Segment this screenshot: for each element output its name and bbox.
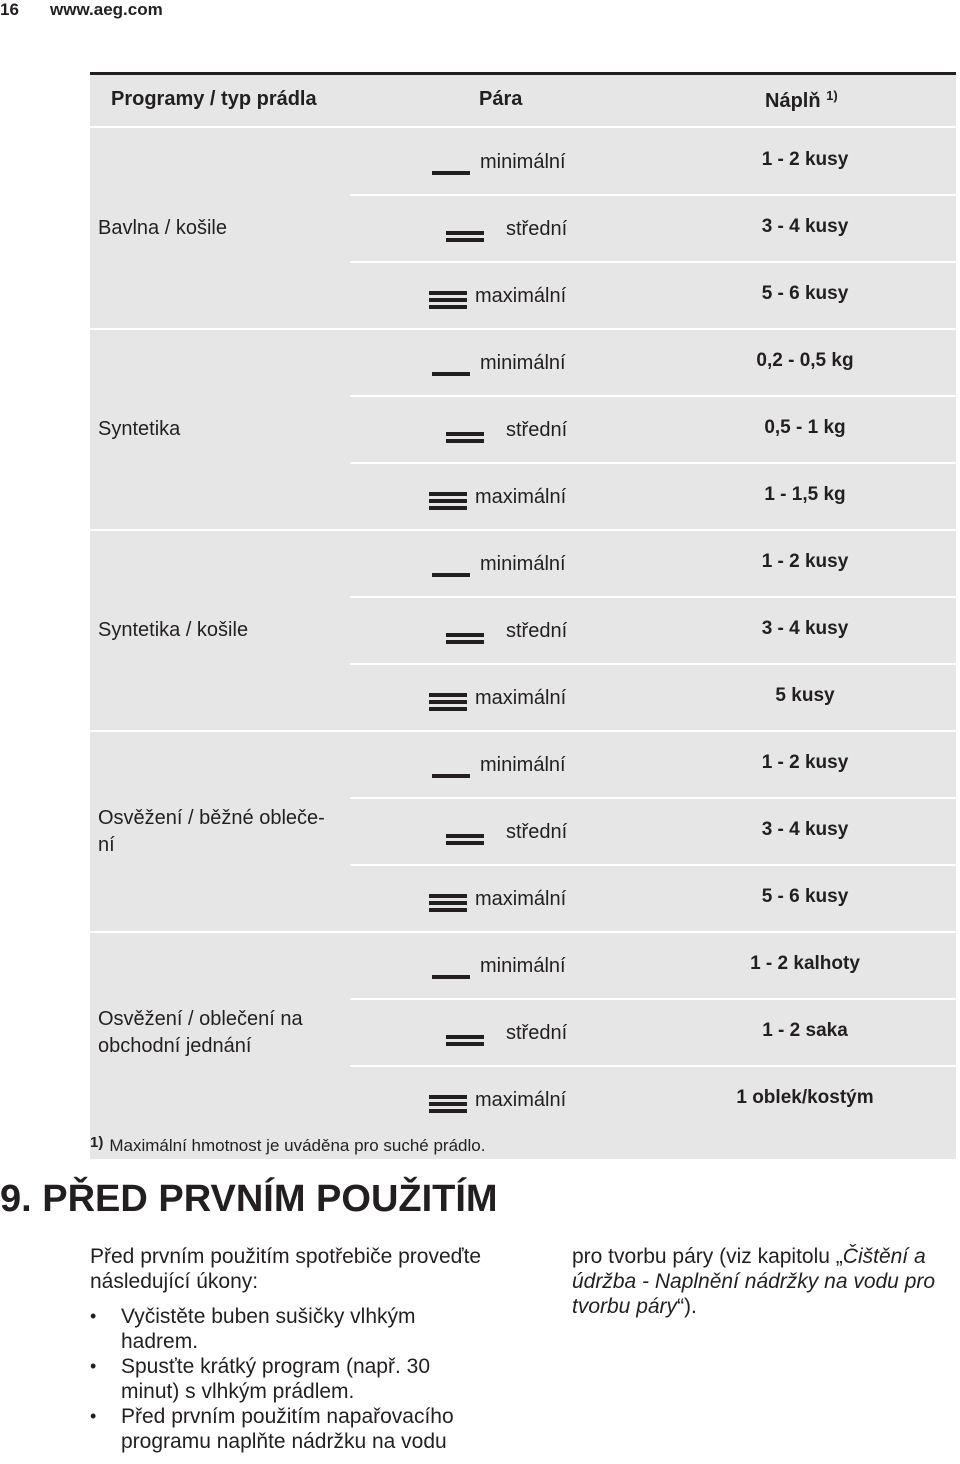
program-name-line: Osvěžení / běžné obleče- [98,806,325,829]
steam-level-label: maximální [475,887,567,910]
instruction-list [90,1304,490,1454]
steam-level [432,618,574,645]
steam-bar [432,372,470,376]
steam-bar [446,238,484,242]
column-header-steam: Pára [479,88,523,110]
steam-level [432,216,574,243]
table-row-divider [350,194,956,196]
footnote-text: Maximální hmotnost je uváděna pro suché prádlo. [109,1136,486,1155]
steam-level [432,417,574,444]
steam-level [429,1087,571,1114]
steam-level [429,484,571,511]
load-value: 1 - 1,5 kg [764,483,846,505]
steam-bar [446,640,484,644]
steam-bar [446,432,484,436]
continuation-suffix: “). [677,1295,697,1318]
steam-level [429,685,571,712]
table-row-divider [350,998,956,1000]
program-name-line: obchodní jednání [98,1034,252,1057]
body-column-left [90,1244,490,1454]
steam-bar [429,707,467,711]
table-row-divider [350,1065,956,1067]
steam-bar [446,633,484,637]
website-url: www.aeg.com [50,0,163,19]
steam-level-label: střední [506,820,568,843]
list-item: • Vyčistěte buben sušičky vlhkým hadrem. [90,1304,490,1354]
body-column-right [572,1244,960,1319]
steam-level-label: minimální [480,954,566,977]
continuation-paragraph [572,1244,960,1319]
steam-level [432,752,574,779]
steam-bar [429,693,467,697]
steam-bar [429,1102,467,1106]
load-value: 3 - 4 kusy [761,215,849,237]
table-row-divider [90,529,956,531]
steam-bar [429,291,467,295]
load-value: 3 - 4 kusy [761,818,849,840]
steam-bar [446,231,484,235]
steam-bar [446,834,484,838]
steam-bar [432,975,470,979]
load-value: 3 - 4 kusy [761,617,849,639]
steam-level [429,283,571,310]
steam-bar [429,506,467,510]
load-value: 5 - 6 kusy [761,885,849,907]
steam-level [432,819,574,846]
steam-bar [429,894,467,898]
table-row-divider [350,864,956,866]
steam-level-label: střední [506,217,568,240]
steam-level [432,149,574,176]
steam-bar [429,1109,467,1113]
column-header-load [765,90,838,113]
steam-bar [429,499,467,503]
steam-level [432,551,574,578]
program-name-line: ní [98,833,115,856]
steam-bar [446,841,484,845]
steam-bar [432,573,470,577]
steam-level-label: střední [506,1021,568,1044]
steam-bar [432,774,470,778]
column-header-program: Programy / typ prádla [111,88,317,110]
steam-level-label: minimální [480,753,566,776]
load-value: 5 kusy [775,684,835,706]
program-name [98,617,248,644]
load-value: 0,2 - 0,5 kg [756,349,854,371]
steam-level-label: maximální [475,1088,567,1111]
table-row-divider [350,663,956,665]
table-row-divider [90,931,956,933]
footnote-mark: 1) [90,1134,104,1151]
steam-level-label: maximální [475,686,567,709]
steam-bar [429,700,467,704]
table-row-divider [350,797,956,799]
steam-level-label: střední [506,418,568,441]
table-row-divider [90,328,956,330]
steam-level-label: minimální [480,552,566,575]
steam-level-label: minimální [480,351,566,374]
steam-level [432,1020,574,1047]
steam-bar [429,901,467,905]
page-number: 16 [0,0,19,19]
steam-level [432,953,574,980]
steam-level-label: střední [506,619,568,642]
load-value: 1 - 2 kusy [761,148,849,170]
steam-level [432,350,574,377]
list-item: • Spusťte krátký program (např. 30 minut) s vlhkým prádlem. [90,1354,490,1404]
program-name-line: Osvěžení / oblečení na [98,1007,303,1030]
intro-paragraph: Před prvním použitím spotřebiče proveďte následující úkony: [90,1245,482,1293]
table-row-divider [350,261,956,263]
steam-bar [446,1042,484,1046]
steam-level-label: maximální [475,284,567,307]
steam-bar [429,298,467,302]
load-value: 5 - 6 kusy [761,282,849,304]
program-steam-table [90,72,956,1159]
steam-bar [429,492,467,496]
load-value: 1 - 2 saka [762,1019,848,1041]
steam-bar [429,1095,467,1099]
steam-bar [429,908,467,912]
column-header-load-label: Náplň [765,90,821,112]
program-name [98,805,325,859]
table-row-divider [90,730,956,732]
steam-bar [446,439,484,443]
program-name [98,416,180,443]
load-value: 1 oblek/kostým [736,1086,874,1108]
steam-bar [429,305,467,309]
load-value: 1 - 2 kusy [761,550,849,572]
table-row-divider [350,596,956,598]
program-name [98,215,227,242]
load-value: 0,5 - 1 kg [764,416,846,438]
table-row-divider [350,395,956,397]
steam-bar [432,171,470,175]
continuation-prefix: pro tvorbu páry (viz kapitolu „ [572,1245,843,1268]
table-row-divider [350,462,956,464]
steam-level-label: maximální [475,485,567,508]
load-value: 1 - 2 kalhoty [750,952,860,974]
steam-bar [446,1035,484,1039]
chapter-title: 9. PŘED PRVNÍM POUŽITÍM [0,1178,498,1220]
table-row-divider [90,126,956,128]
load-value: 1 - 2 kusy [761,751,849,773]
program-name-line: Bavlna / košile [98,216,227,239]
table-footnote [90,1136,485,1156]
steam-level [429,886,571,913]
program-name-line: Syntetika [98,417,181,440]
program-name [98,1006,303,1060]
chapter-reference: Čištění a údržba - Naplnění nádržky na vodu pro tvorbu páry [572,1245,936,1318]
footnote-marker: 1) [826,88,838,103]
list-item: • Před prvním použitím napařovacího programu naplňte nádržku na vodu [90,1404,490,1454]
table-top-rule [90,72,956,75]
program-name-line: Syntetika / košile [98,618,249,641]
steam-level-label: minimální [480,150,566,173]
